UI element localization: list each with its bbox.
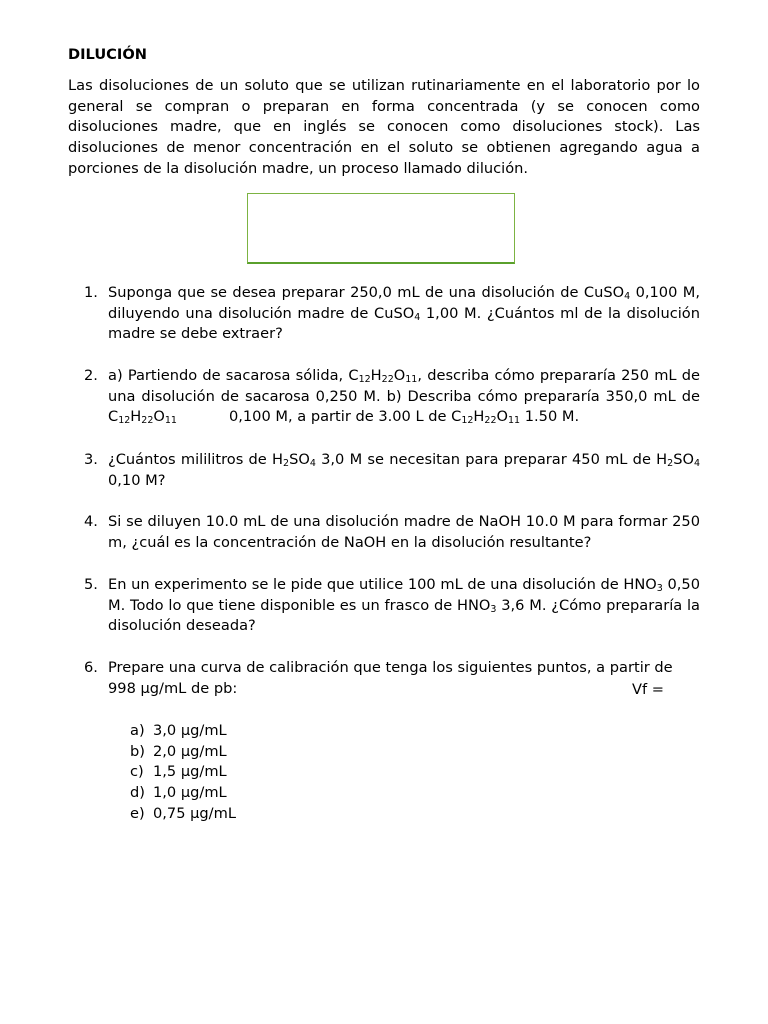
question-4	[68, 512, 700, 553]
question-number: 1.	[84, 284, 98, 301]
question-number: 5.	[84, 576, 98, 593]
intro-paragraph: Las disoluciones de un soluto que se utilizan rutinariamente en el laboratorio por lo general se compran o preparan en forma concentrada (y se conocen como disoluciones madre, que en inglés se conocen como disoluciones stock). Las disoluciones de menor concentración en el soluto se obtienen agregando agua a porciones de la disolución madre, un proceso llamado dilución.	[68, 77, 700, 177]
question-text: Suponga que se desea preparar 250,0 mL de una disolución de CuSO$_4$ 0,100 M, diluyendo una disolución madre de CuSO$_4$ 1,00 M. ¿Cuántos ml de la disolución madre se debe extraer?	[108, 284, 700, 343]
question-text: Prepare una curva de calibración que tenga los siguientes puntos, a partir de 998 μg/mL de pb:	[108, 659, 673, 697]
question-text: a) Partiendo de sacarosa sólida, $C_{12}H_{22}O_{11}$, describa cómo prepararía 250 mL de una disolución de sacarosa 0,250 M. b) Describa cómo prepararía 350,0 mL de $C_{12}H_{22}O_{11}$ 0,100 M, a partir de 3.00 L de $C_{12}H_{22}O_{11}$ 1.50 M.	[108, 367, 700, 427]
question-1	[68, 283, 700, 345]
question-number: 6.	[84, 659, 98, 676]
list-item: d) 1,0 μg/mL	[130, 784, 227, 802]
question-number: 4.	[84, 513, 98, 530]
question-5	[68, 575, 700, 637]
calibration-options-list	[130, 721, 236, 825]
list-item: c) 1,5 μg/mL	[130, 763, 227, 781]
vf-label: Vf =	[632, 681, 664, 698]
list-item: b) 2,0 μg/mL	[130, 742, 227, 760]
list-item: e) 0,75 μg/mL	[130, 804, 236, 822]
list-item: a) 3,0 μg/mL	[130, 722, 227, 739]
question-6	[68, 658, 700, 699]
question-text: En un experimento se le pide que utilice 100 mL de una disolución de $HNO_3$ 0,50 M. Todo lo que tiene disponible es un frasco de $HNO_3$ 3,6 M. ¿Cómo prepararía la disolución deseada?	[108, 576, 700, 635]
question-number: 3.	[84, 451, 98, 468]
page-title: DILUCIÓN	[68, 46, 147, 63]
question-3	[68, 450, 700, 491]
question-number: 2.	[84, 367, 98, 384]
question-2	[68, 366, 700, 428]
question-text: ¿Cuántos mililitros de $H_2SO_4$ 3,0 M se necesitan para preparar 450 mL de $H_2SO_4$ 0,10 M?	[108, 451, 701, 489]
empty-answer-box	[247, 193, 515, 264]
question-text: Si se diluyen 10.0 mL de una disolución madre de NaOH 10.0 M para formar 250 m, ¿cuál es la concentración de NaOH en la disolución resultante?	[108, 513, 700, 551]
